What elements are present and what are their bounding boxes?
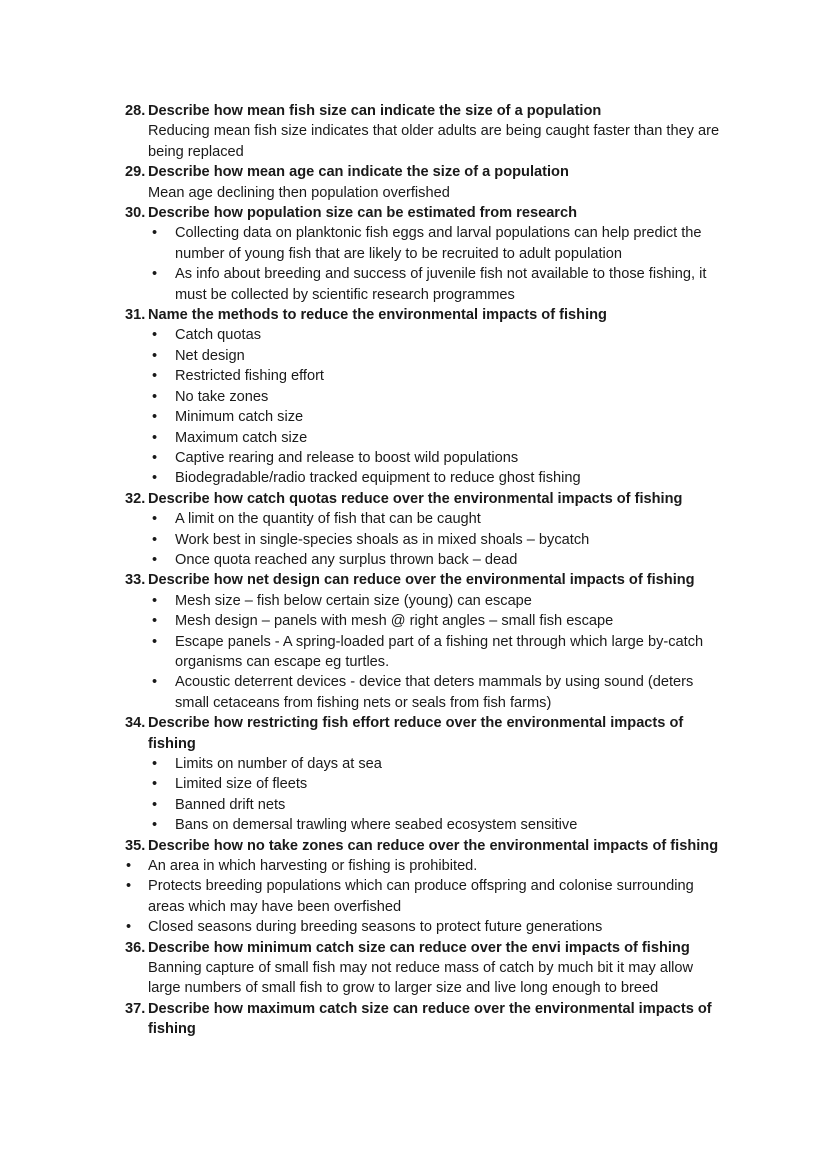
question-number: 31. <box>125 307 146 324</box>
bullet-dot-icon: • <box>152 388 158 405</box>
question-item <box>125 836 727 856</box>
answer-paragraph: Mean age declining then population overfished <box>148 184 450 201</box>
list-item-label: Work best in single-species shoals as in mixed shoals – bycatch <box>175 531 590 548</box>
question-item <box>125 999 727 1040</box>
answer-bullet-list <box>125 509 727 570</box>
question-text: Describe how no take zones can reduce over the environmental impacts of fishing <box>148 837 719 854</box>
question-number: 32. <box>125 490 146 507</box>
list-item-label: Catch quotas <box>175 327 261 344</box>
bullet-dot-icon: • <box>152 368 158 385</box>
answer-paragraph: Banning capture of small fish may not reduce mass of catch by much bit it may allow large numbers of small fish to grow to larger size and live long enough to breed <box>148 960 694 997</box>
list-item <box>125 876 727 917</box>
list-item-label: Collecting data on planktonic fish eggs and larval populations can help predict the number of young fish that are likely to be recruited to adult population <box>175 225 702 262</box>
document-body <box>125 101 727 1040</box>
list-item-label: Minimum catch size <box>175 409 304 426</box>
bullet-dot-icon: • <box>152 511 158 528</box>
bullet-dot-icon: • <box>152 633 158 650</box>
question-number: 33. <box>125 572 146 589</box>
question-item <box>125 101 727 121</box>
list-item <box>125 530 727 550</box>
bullet-dot-icon: • <box>126 919 132 936</box>
question-item <box>125 305 727 325</box>
bullet-dot-icon: • <box>152 776 158 793</box>
question-item <box>125 489 727 509</box>
bullet-dot-icon: • <box>152 592 158 609</box>
list-item <box>125 407 727 427</box>
answer-bullet-list <box>125 223 727 305</box>
list-item <box>125 611 727 631</box>
question-item <box>125 203 727 223</box>
list-item <box>125 754 727 774</box>
list-item-label: Protects breeding populations which can produce offspring and colonise surrounding areas which may have been overfished <box>148 878 694 915</box>
question-text: Describe how restricting fish effort reduce over the environmental impacts of fishing <box>148 715 684 752</box>
list-item-label: Limits on number of days at sea <box>175 756 382 772</box>
question-number: 28. <box>125 103 146 119</box>
list-item <box>125 428 727 448</box>
list-item-label: Net design <box>175 347 245 364</box>
list-item <box>125 387 727 407</box>
answer-bullet-list <box>125 325 727 488</box>
bullet-dot-icon: • <box>126 858 132 875</box>
bullet-dot-icon: • <box>152 817 158 834</box>
list-item-label: Mesh design – panels with mesh @ right angles – small fish escape <box>175 613 614 630</box>
bullet-dot-icon: • <box>152 756 158 772</box>
list-item <box>125 672 727 713</box>
list-item <box>125 591 727 611</box>
question-text: Describe how net design can reduce over the environmental impacts of fishing <box>148 572 695 589</box>
list-item <box>125 366 727 386</box>
list-item <box>125 264 727 305</box>
list-item <box>125 223 727 264</box>
list-item-label: Banned drift nets <box>175 796 286 813</box>
bullet-dot-icon: • <box>152 225 158 242</box>
question-number: 35. <box>125 837 146 854</box>
question-text: Describe how minimum catch size can reduce over the envi impacts of fishing <box>148 939 690 956</box>
list-item-label: Maximum catch size <box>175 429 308 446</box>
bullet-dot-icon: • <box>126 878 132 895</box>
answer-paragraph: Reducing mean fish size indicates that older adults are being caught faster than they are being replaced <box>148 123 720 160</box>
list-item <box>125 917 727 937</box>
bullet-dot-icon: • <box>152 674 158 691</box>
bullet-dot-icon: • <box>152 796 158 813</box>
bullet-dot-icon: • <box>152 551 158 568</box>
question-text: Describe how population size can be estimated from research <box>148 205 578 222</box>
bullet-dot-icon: • <box>152 613 158 630</box>
question-item <box>125 713 727 754</box>
list-item <box>125 632 727 673</box>
list-item-label: Bans on demersal trawling where seabed ecosystem sensitive <box>175 817 578 834</box>
question-number: 29. <box>125 164 146 181</box>
bullet-dot-icon: • <box>152 531 158 548</box>
list-item-label: Limited size of fleets <box>175 776 308 793</box>
question-number: 30. <box>125 205 146 222</box>
list-item <box>125 856 727 876</box>
list-item <box>125 448 727 468</box>
bullet-dot-icon: • <box>152 347 158 364</box>
bullet-dot-icon: • <box>152 327 158 344</box>
list-item-label: Biodegradable/radio tracked equipment to reduce ghost fishing <box>175 470 581 487</box>
question-number: 34. <box>125 715 146 732</box>
bullet-dot-icon: • <box>152 266 158 283</box>
question-item <box>125 570 727 590</box>
list-item-label: As info about breeding and success of juvenile fish not available to those fishing, it must be collected by scientific research programmes <box>175 266 707 303</box>
list-item <box>125 815 727 835</box>
list-item-label: A limit on the quantity of fish that can be caught <box>175 511 481 528</box>
answer-bullet-list <box>125 856 727 938</box>
list-item-label: No take zones <box>175 388 269 405</box>
question-number: 37. <box>125 1000 146 1017</box>
bullet-dot-icon: • <box>152 429 158 446</box>
question-text: Describe how catch quotas reduce over the environmental impacts of fishing <box>148 490 683 507</box>
list-item-label: An area in which harvesting or fishing is prohibited. <box>148 858 478 875</box>
list-item-label: Closed seasons during breeding seasons to protect future generations <box>148 919 603 936</box>
list-item-label: Acoustic deterrent devices - device that deters mammals by using sound (deters small cetaceans from fishing nets or seals from fish farms) <box>175 674 694 711</box>
list-item <box>125 468 727 488</box>
list-item-label: Captive rearing and release to boost wild populations <box>175 449 519 466</box>
list-item-label: Restricted fishing effort <box>175 368 324 385</box>
list-item <box>125 550 727 570</box>
list-item <box>125 774 727 794</box>
answer-bullet-list <box>125 754 727 836</box>
question-text: Name the methods to reduce the environmental impacts of fishing <box>148 307 607 324</box>
question-item <box>125 162 727 182</box>
question-text: Describe how mean fish size can indicate the size of a population <box>148 103 602 119</box>
list-item <box>125 346 727 366</box>
bullet-dot-icon: • <box>152 470 158 487</box>
list-item <box>125 509 727 529</box>
list-item-label: Escape panels - A spring-loaded part of a fishing net through which large by-catch organisms can escape eg turtles. <box>175 633 704 670</box>
list-item-label: Once quota reached any surplus thrown back – dead <box>175 551 518 568</box>
question-item <box>125 938 727 958</box>
bullet-dot-icon: • <box>152 449 158 466</box>
question-number: 36. <box>125 939 146 956</box>
question-text: Describe how mean age can indicate the size of a population <box>148 164 569 181</box>
question-text: Describe how maximum catch size can reduce over the environmental impacts of fishing <box>148 1000 712 1038</box>
list-item <box>125 795 727 815</box>
list-item <box>125 325 727 345</box>
bullet-dot-icon: • <box>152 409 158 426</box>
list-item-label: Mesh size – fish below certain size (young) can escape <box>175 592 532 609</box>
answer-bullet-list <box>125 591 727 713</box>
